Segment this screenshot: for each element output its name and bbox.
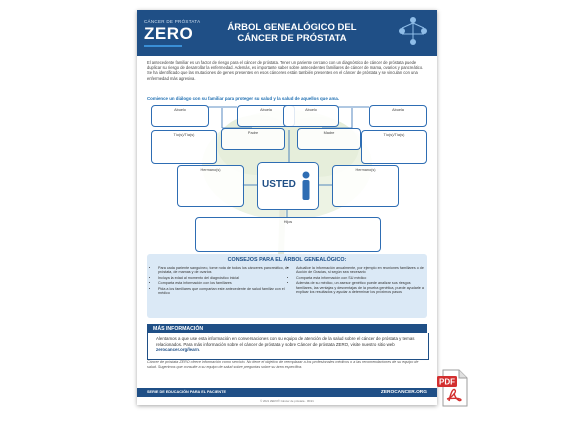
intro-paragraph: El antecedente familiar es un factor de riesgo para el cáncer de próstata. Tener un pariente cercano con un diagnóstico de cáncer de próstata puede duplicar su riesgo de desarrollar la enfermedad. Además, es importante saber sobre antecedentes familiares de cáncer de mama, ovarios y pancreático. Se ha identificado que las mutaciones de genes presentes en esos cánceres están también presentes en el cáncer de próstata y se vinculan con una enfermedad más agresiva.: [147, 60, 424, 81]
box-hijos[interactable]: [195, 217, 381, 252]
footer-bar: [137, 388, 437, 397]
website-link[interactable]: zerocancer.org/learn: [156, 347, 199, 353]
more-info-end: .: [198, 347, 201, 353]
tip-item: • Incluya la edad al momento del diagnóstico inicial: [158, 276, 290, 280]
label-abuela-paterna: Abuela: [260, 108, 272, 112]
logo-zero: ZERO: [144, 24, 194, 43]
box-madre[interactable]: [297, 128, 361, 150]
label-hijos: Hijos: [283, 220, 293, 224]
footer-series: SERIE DE EDUCACIÓN PARA EL PACIENTE: [147, 390, 226, 394]
footer-website[interactable]: ZEROCANCER.ORG: [380, 389, 427, 395]
label-usted: USTED: [262, 179, 296, 190]
more-info-heading-bar: [147, 324, 427, 333]
box-usted[interactable]: [257, 162, 319, 210]
label-hermanos-der: Hermano(s): [355, 168, 376, 172]
disclaimer: Cáncer de próstata ZERO ofrece información como servicio. No tiene el objetivo de reemplazar a los profesionales médicos o a las recomendaciones de su equipo de salud. Sugerimos que consulte a su equipo de salud sobre preguntas sobre su área específica.: [147, 360, 419, 369]
more-info-text: Alentamos a que use esta información en conversaciones con su equipo de atención de la salud sobre el cáncer de próstata y temas relacionados. Para más información sobre el cáncer de próstata y sobre Cáncer de próstata ZERO, visite nuestro sitio web: [156, 336, 415, 347]
box-hermanos-der[interactable]: [332, 165, 399, 207]
tips-list-left: [151, 266, 290, 296]
label-abuela-materna: Abuela: [392, 108, 404, 112]
label-madre: Madre: [323, 131, 335, 135]
label-tios-paternos: Tío(s)/Tía(s): [173, 133, 195, 137]
copyright: © 2021 ZERO® Cáncer de próstata · 06/21: [260, 399, 314, 403]
tip-item: • Actualice la información anualmente, por ejemplo en reuniones familiares o de Acción de Gracias, si según sea necesario: [296, 266, 428, 275]
label-tios-maternos: Tío(s)/Tía(s): [383, 133, 405, 137]
label-abuelo-paterno: Abuelo: [174, 108, 186, 112]
box-tios-maternos[interactable]: [361, 130, 427, 164]
tip-item: • Comparta esta información con los familiares: [158, 281, 290, 285]
person-icon: [301, 171, 311, 201]
box-abuelo-materno[interactable]: [283, 105, 339, 127]
box-hermanos-izq[interactable]: [177, 165, 244, 207]
lead-sentence: Comience un diálogo con su familiar para proteger su salud y la salud de aquellos que ama.: [147, 96, 340, 101]
pdf-icon[interactable]: [437, 368, 469, 408]
box-padre[interactable]: [221, 128, 285, 150]
logo-subtitle: CÁNCER DE PRÓSTATA: [144, 19, 201, 24]
box-tios-paternos[interactable]: [151, 130, 217, 164]
more-info-heading: MÁS INFORMACIÓN: [153, 325, 204, 332]
tips-panel: [147, 254, 427, 318]
tips-list-right: [289, 266, 428, 295]
tip-item: • Además de su médico, un asesor genético puede analizar sus riesgos familiares, las ventajas y desventajas de la prueba genética, puede ayudarle a explicar los resultados y ayudar a determinar los próximos pasos: [296, 281, 428, 294]
flyer-page: [137, 10, 437, 405]
pdf-label: PDF: [439, 377, 455, 387]
label-hermanos-izq: Hermano(s): [200, 168, 221, 172]
label-padre: Padre: [247, 131, 259, 135]
label-abuelo-materno: Abuelo: [305, 108, 317, 112]
tip-item: • Comparta esta información con SU médico: [296, 276, 428, 280]
tips-heading: CONSEJOS PARA EL ÁRBOL GENEALÓGICO:: [227, 257, 347, 263]
title-line-1: ÁRBOL GENEALÓGICO DEL: [227, 22, 357, 33]
more-info-body: [147, 333, 429, 360]
title-line-2: CÁNCER DE PRÓSTATA: [237, 33, 347, 44]
tip-item: • Pida a los familiares que compartan este antecedente de salud familiar con el médico: [158, 287, 290, 296]
box-abuela-materna[interactable]: [369, 105, 427, 127]
box-abuelo-paterno[interactable]: [151, 105, 209, 127]
tip-item: • Para cada pariente sanguíneo, tome nota de todos los cánceres pancreático, de próstata, de mamas y de ovarios: [158, 266, 290, 275]
